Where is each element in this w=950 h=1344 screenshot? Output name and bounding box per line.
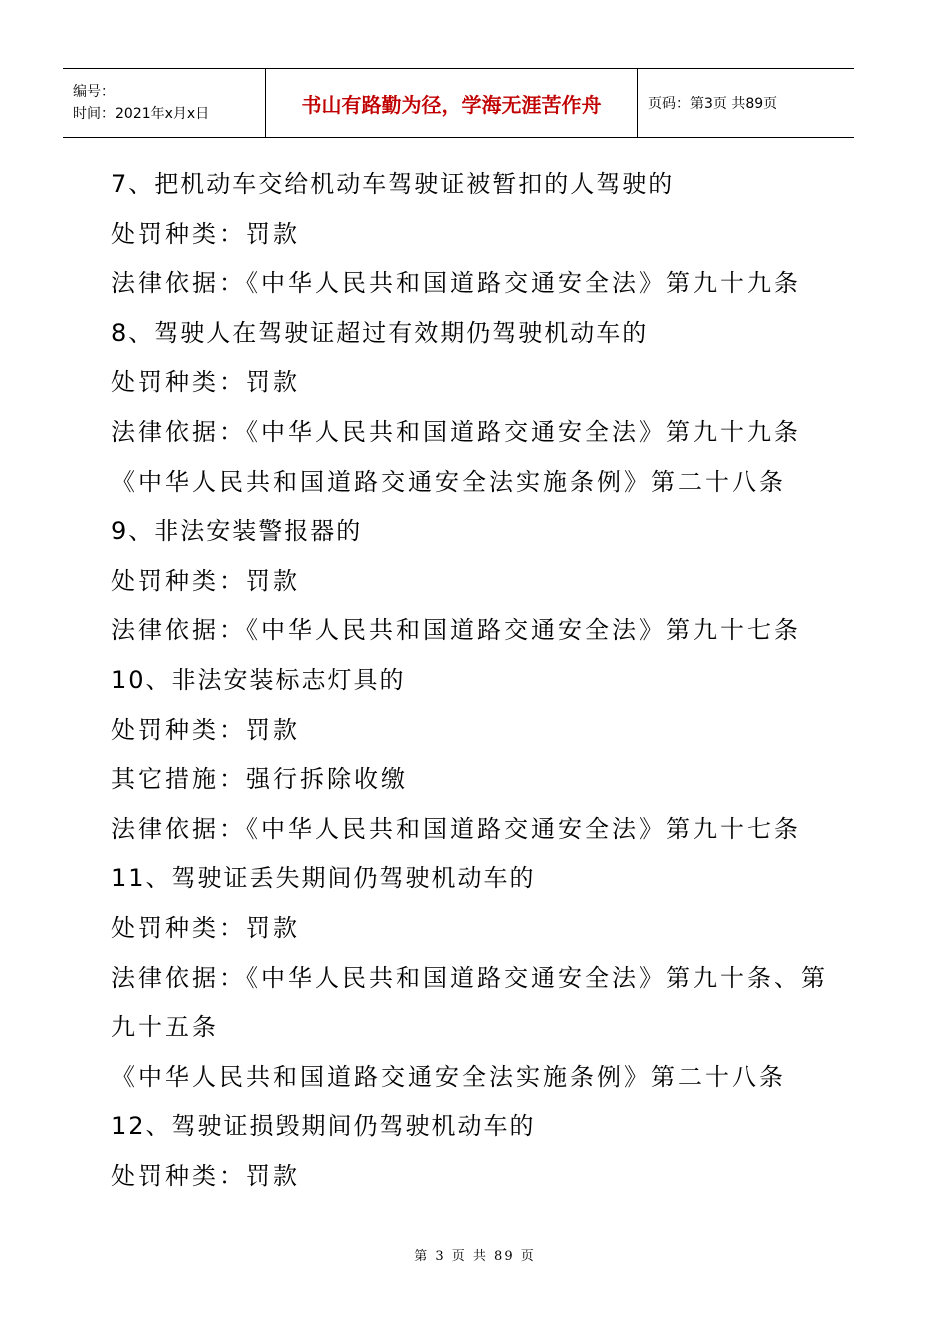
body-line: 处罚种类：罚款 <box>111 1161 300 1190</box>
page-info-text: 页码：第3页 共89页 <box>648 96 778 112</box>
motto-text: 书山有路勤为径，学海无涯苦作舟 <box>301 92 602 117</box>
body-line: 法律依据：《中华人民共和国道路交通安全法》第九十九条 <box>111 269 801 298</box>
body-line: 处罚种类：罚款 <box>111 913 300 942</box>
footer-page-number: 第 3 页 共 89 页 <box>414 1249 536 1264</box>
body-line: 其它措施：强行拆除收缴 <box>111 765 408 794</box>
body-line: 法律依据：《中华人民共和国道路交通安全法》第九十七条 <box>111 616 801 645</box>
section-heading: 8、驾驶人在驾驶证超过有效期仍驾驶机动车的 <box>111 318 649 347</box>
body-line: 法律依据：《中华人民共和国道路交通安全法》第九十条、第 <box>111 963 828 992</box>
body-line: 法律依据：《中华人民共和国道路交通安全法》第九十九条 <box>111 417 801 446</box>
time-label: 时间：2021年x月x日 <box>73 106 210 122</box>
body-line: 《中华人民共和国道路交通安全法实施条例》第二十八条 <box>111 1062 786 1091</box>
body-line: 九十五条 <box>111 1013 219 1042</box>
header-meta <box>63 69 265 137</box>
section-heading: 10、非法安装标志灯具的 <box>111 665 406 694</box>
body-line: 处罚种类：罚款 <box>111 368 300 397</box>
section-heading: 9、非法安装警报器的 <box>111 517 363 546</box>
header-page-info <box>638 69 854 137</box>
body-line: 法律依据：《中华人民共和国道路交通安全法》第九十七条 <box>111 814 801 843</box>
code-label: 编号： <box>73 84 115 100</box>
body-line: 《中华人民共和国道路交通安全法实施条例》第二十八条 <box>111 467 786 496</box>
section-heading: 12、驾驶证损毁期间仍驾驶机动车的 <box>111 1112 536 1141</box>
page-footer <box>0 1245 950 1264</box>
body-line: 处罚种类：罚款 <box>111 566 300 595</box>
header-motto <box>265 69 638 137</box>
section-heading: 7、把机动车交给机动车驾驶证被暂扣的人驾驶的 <box>111 170 675 198</box>
page-header <box>63 68 854 138</box>
body-line: 处罚种类：罚款 <box>111 715 300 744</box>
body-line: 处罚种类：罚款 <box>111 219 300 248</box>
section-heading: 11、驾驶证丢失期间仍驾驶机动车的 <box>111 864 536 893</box>
document-body <box>111 160 828 1201</box>
